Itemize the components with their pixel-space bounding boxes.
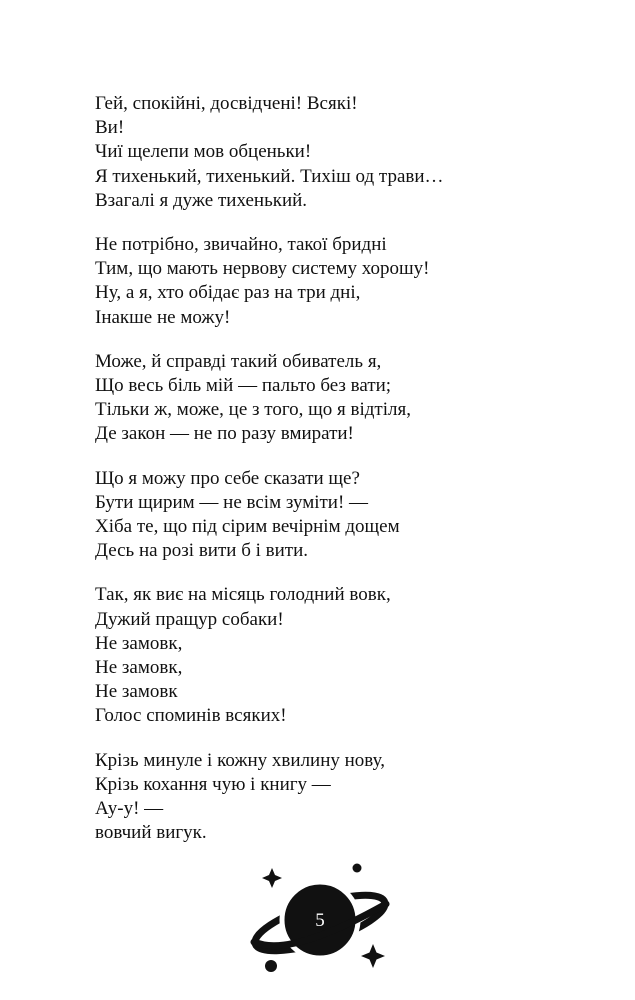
poem-line: Ау-у! — [95,798,164,820]
poem-line: Не замовк, [95,657,183,679]
poem-line: Хіба те, що під сірим вечірнім дощем [95,516,400,538]
dot-icon [265,960,277,972]
poem-line: Що весь біль мій — пальто без вати; [95,375,392,397]
poem-line: Інакше не можу! [95,306,231,328]
poem-line: Крізь минуле і кожну хвилину нову, [95,749,385,771]
poem-line: Гей, спокійні, досвідчені! Всякі! [95,93,358,114]
poem-line: Не замовк [95,681,178,703]
poem-line: Що я можу про себе сказати ще? [95,467,360,489]
poem-line: Я тихенький, тихенький. Тихіш од трави… [95,165,444,187]
poem-line: Не замовк, [95,632,183,654]
star-icon [361,944,385,968]
poem-line: Чиї щелепи мов обценьки! [95,141,312,163]
stanza-6 [95,749,575,846]
poem [95,92,575,865]
star-icon [262,868,282,888]
poem-line: Дужий пращур собаки! [95,608,284,630]
stanza-2 [95,233,575,330]
stanza-1 [95,92,575,213]
poem-line: Де закон — не по разу вмирати! [95,423,354,445]
page-number: 5 [315,910,325,931]
poem-line: Бути щирим — не всім зуміти! — [95,491,369,513]
stanza-4 [95,467,575,564]
poem-line: Голос споминів всяких! [95,705,287,727]
poem-line: Може, й справді такий обиватель я, [95,350,382,372]
poem-line: Взагалі я дуже тихенький. [95,189,308,211]
dot-icon [353,864,362,873]
poem-line: Крізь кохання чую і книгу — [95,773,331,795]
poem-line: Ну, а я, хто обідає раз на три дні, [95,282,361,304]
poem-line: Так, як виє на місяць голодний вовк, [95,584,391,606]
poem-line: Ви! [95,117,125,139]
poem-line: Тим, що мають нервову систему хорошу! [95,258,430,280]
poem-line: Не потрібно, звичайно, такої бридні [95,234,387,256]
poem-line: вовчий вигук. [95,822,207,844]
poem-line: Десь на розі вити б і вити. [95,540,308,562]
stanza-5 [95,583,575,728]
poem-line: Тільки ж, може, це з того, що я відтіля, [95,399,411,421]
stanza-3 [95,350,575,447]
